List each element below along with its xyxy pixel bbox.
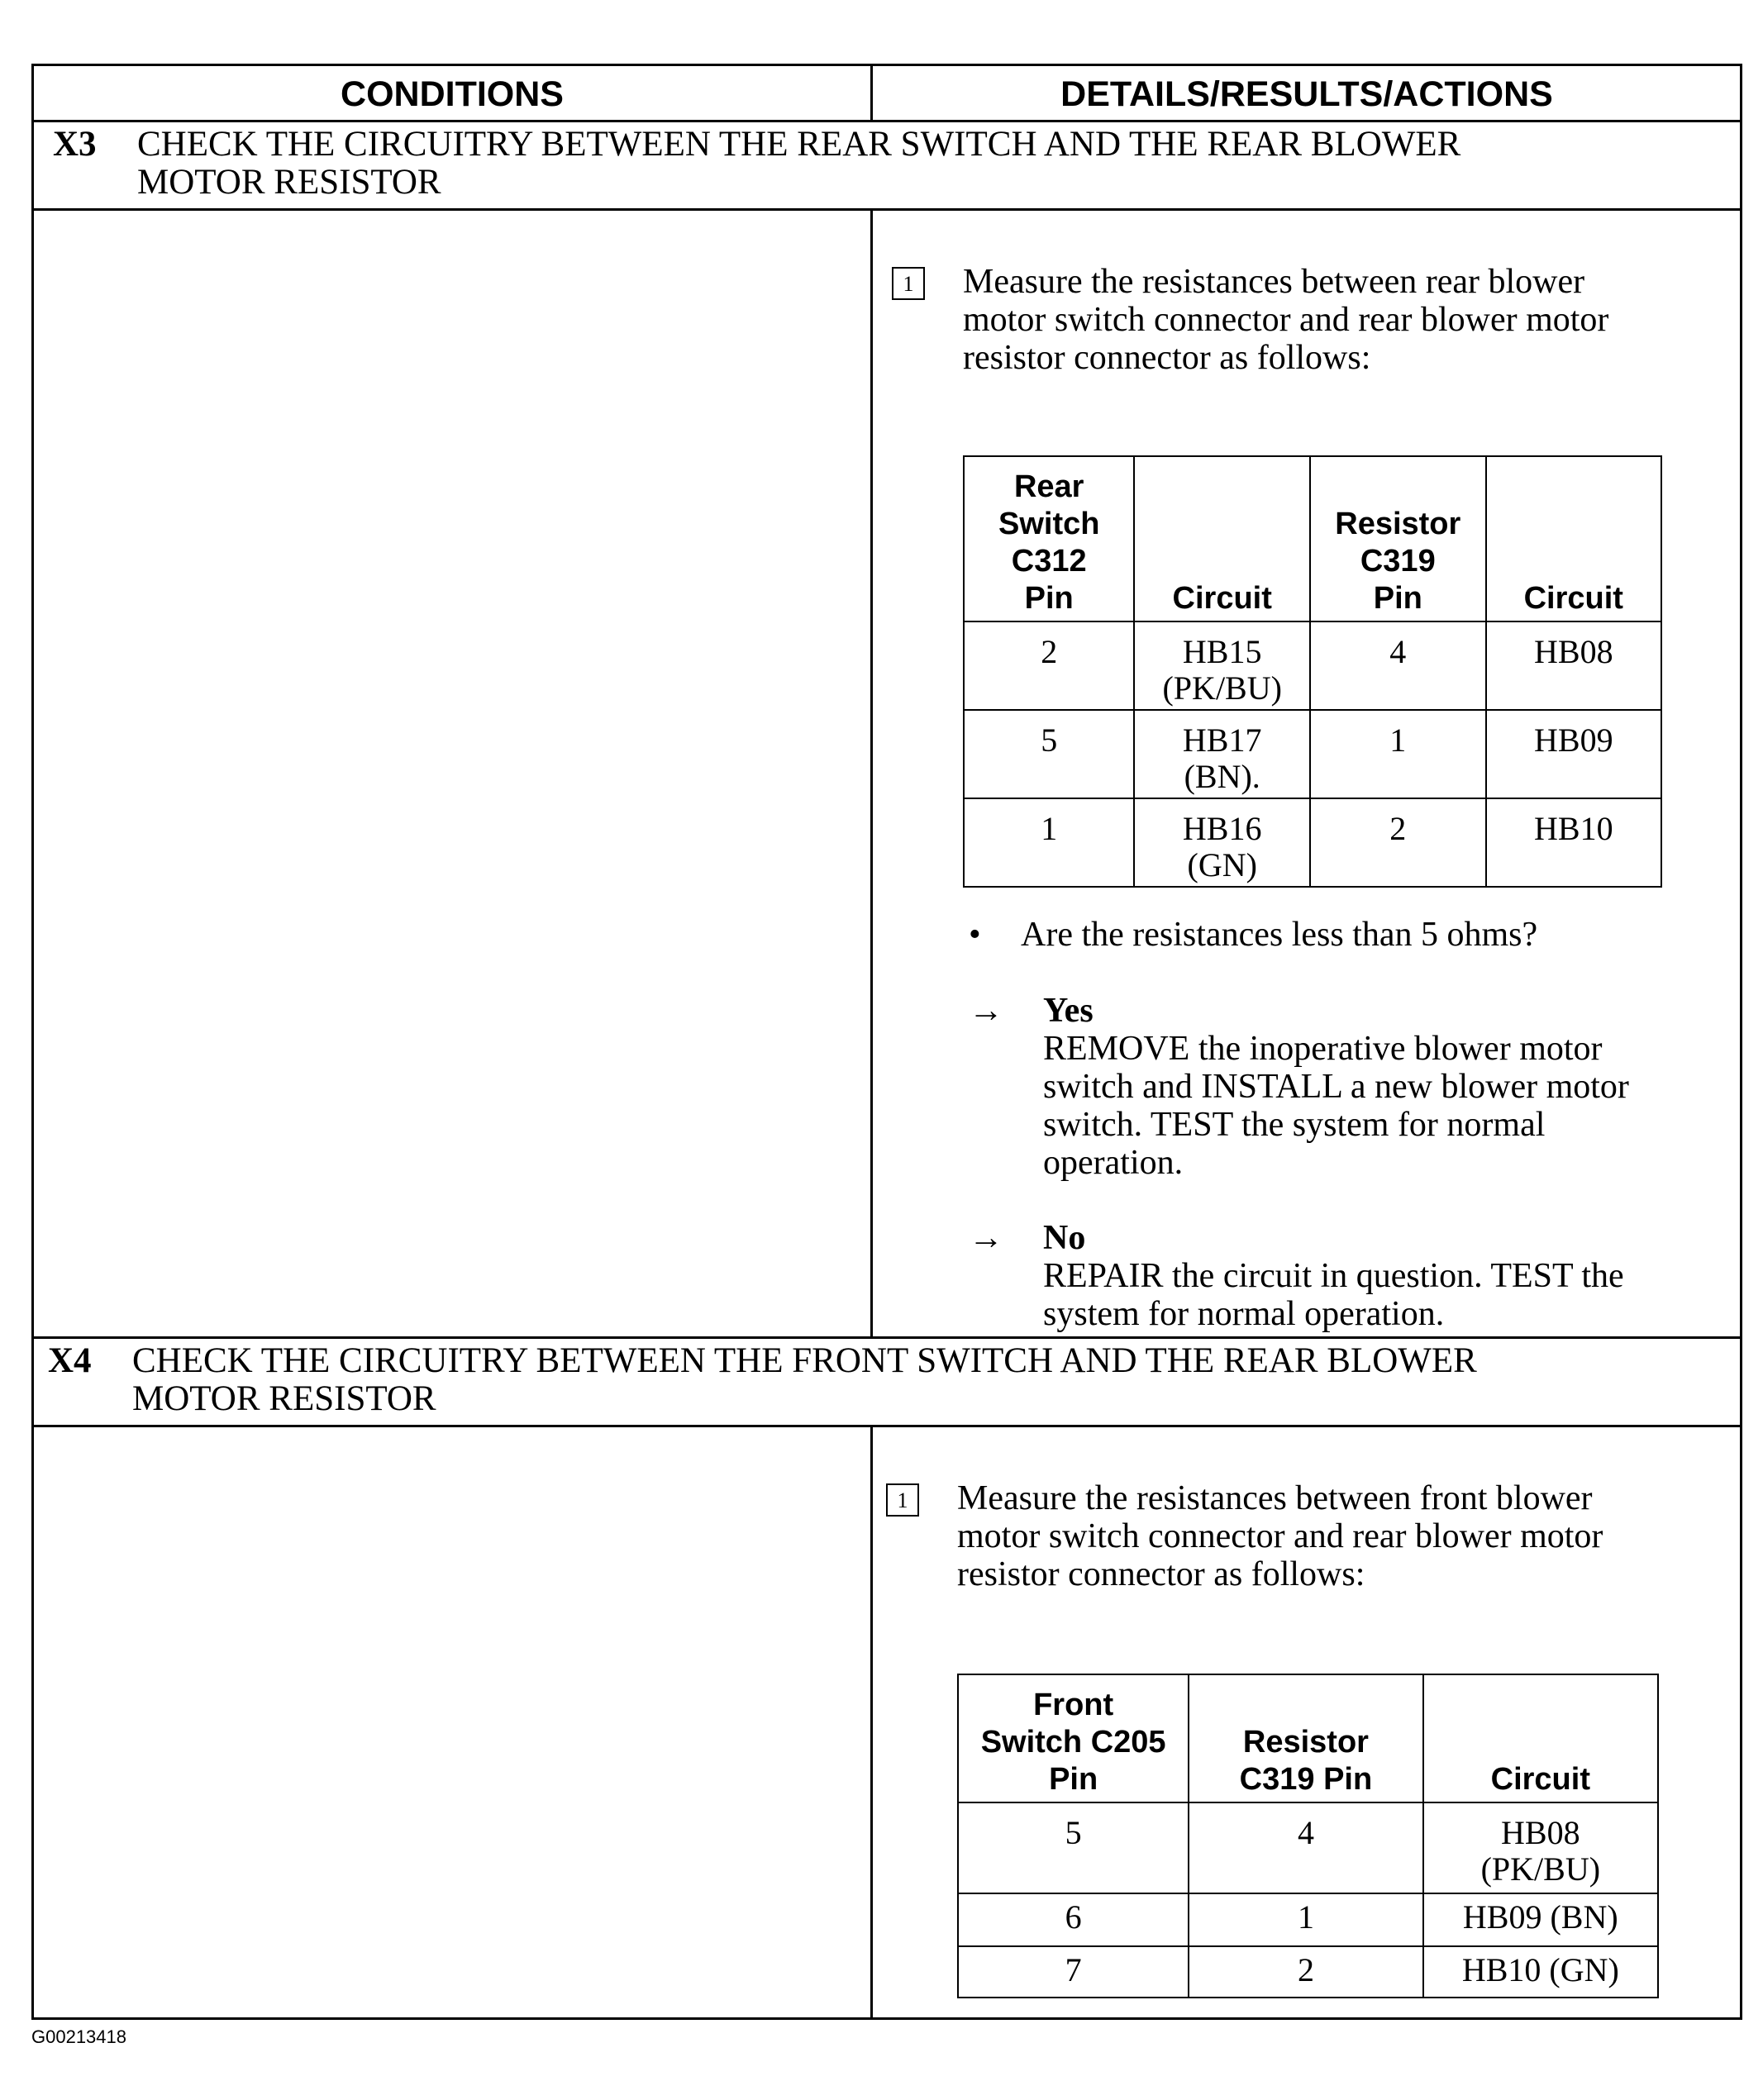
x3-instruction bbox=[963, 263, 1608, 377]
x3-row3-circuit: HB16 (GN) bbox=[1134, 798, 1310, 887]
table-row bbox=[958, 1893, 1658, 1946]
x3-row1-res-pin: 4 bbox=[1310, 621, 1486, 710]
x3-col-resistor-pin: Resistor C319 Pin bbox=[1310, 456, 1486, 621]
x3-row3-pin: 1 bbox=[964, 798, 1134, 887]
x3-bullet-icon: • bbox=[969, 916, 981, 954]
x3-col-circuit-b: Circuit bbox=[1486, 456, 1661, 621]
x4-instruction-line1: Measure the resistances between front blower bbox=[957, 1479, 1593, 1517]
x3-title-row bbox=[31, 126, 1742, 207]
header-divider bbox=[31, 120, 1742, 122]
x4-instruction-line3: resistor connector as follows: bbox=[957, 1555, 1365, 1593]
x3-row1-res-circuit: HB08 bbox=[1486, 621, 1661, 710]
x3-no-text bbox=[1043, 1257, 1624, 1333]
x3-row3-res-circuit: HB10 bbox=[1486, 798, 1661, 887]
x4-col-front-switch-pin: Front Switch C205 Pin bbox=[958, 1674, 1189, 1802]
x3-question: Are the resistances less than 5 ohms? bbox=[1021, 916, 1538, 954]
x3-yes-line4: operation. bbox=[1043, 1144, 1184, 1182]
table-row bbox=[964, 798, 1661, 887]
x3-title-divider bbox=[31, 208, 1742, 211]
x4-row1-res-pin: 4 bbox=[1189, 1802, 1422, 1893]
x3-instruction-line3: resistor connector as follows: bbox=[963, 339, 1371, 377]
x4-col-circuit: Circuit bbox=[1423, 1674, 1658, 1802]
x3-yes-line2: switch and INSTALL a new blower motor bbox=[1043, 1068, 1629, 1106]
x3-instruction-line1: Measure the resistances between rear blower bbox=[963, 263, 1585, 301]
table-row bbox=[958, 1802, 1658, 1893]
x3-yes-arrow-icon: → bbox=[969, 992, 1003, 1030]
x4-resistance-table bbox=[957, 1674, 1659, 1998]
x3-title-line1: CHECK THE CIRCUITRY BETWEEN THE REAR SWITCH AND THE REAR BLOWER bbox=[137, 125, 1461, 164]
x3-title-line2: MOTOR RESISTOR bbox=[137, 163, 441, 202]
x3-no-line1: REPAIR the circuit in question. TEST the bbox=[1043, 1257, 1624, 1295]
x3-col-circuit-a: Circuit bbox=[1134, 456, 1310, 621]
x4-instruction bbox=[957, 1479, 1603, 1593]
x4-row2-res-pin: 1 bbox=[1189, 1893, 1422, 1946]
x4-instruction-line2: motor switch connector and rear blower motor bbox=[957, 1517, 1603, 1555]
x4-step-id: X4 bbox=[48, 1341, 92, 1380]
x4-row3-front-pin: 7 bbox=[958, 1946, 1189, 1998]
x3-row1-circuit: HB15 (PK/BU) bbox=[1134, 621, 1310, 710]
x3-instruction-line2: motor switch connector and rear blower motor bbox=[963, 301, 1609, 339]
x3-resistance-table bbox=[963, 455, 1662, 888]
details-header: DETAILS/RESULTS/ACTIONS bbox=[1060, 74, 1553, 114]
x4-col-resistor-pin: Resistor C319 Pin bbox=[1189, 1674, 1422, 1802]
table-row bbox=[964, 621, 1661, 710]
table-row bbox=[964, 710, 1661, 798]
x4-top-divider bbox=[31, 1336, 1742, 1339]
x3-col-rear-switch-pin: Rear Switch C312 Pin bbox=[964, 456, 1134, 621]
x4-title-line2: MOTOR RESISTOR bbox=[132, 1379, 436, 1418]
x3-column-divider bbox=[870, 208, 873, 1339]
x3-row2-res-circuit: HB09 bbox=[1486, 710, 1661, 798]
x4-row1-circuit: HB08 (PK/BU) bbox=[1423, 1802, 1658, 1893]
x4-row1-front-pin: 5 bbox=[958, 1802, 1189, 1893]
x4-row2-circuit: HB09 (BN) bbox=[1423, 1893, 1658, 1946]
conditions-header: CONDITIONS bbox=[341, 74, 564, 114]
x4-row2-front-pin: 6 bbox=[958, 1893, 1189, 1946]
x3-no-line2: system for normal operation. bbox=[1043, 1295, 1445, 1333]
x3-row2-res-pin: 1 bbox=[1310, 710, 1486, 798]
x3-row2-pin: 5 bbox=[964, 710, 1134, 798]
x4-title-line1: CHECK THE CIRCUITRY BETWEEN THE FRONT SWITCH AND THE REAR BLOWER bbox=[132, 1341, 1477, 1380]
x3-yes-line3: switch. TEST the system for normal bbox=[1043, 1106, 1546, 1144]
x4-row3-res-pin: 2 bbox=[1189, 1946, 1422, 1998]
x3-row3-res-pin: 2 bbox=[1310, 798, 1486, 887]
x4-table-header-row bbox=[958, 1674, 1658, 1802]
x3-yes-line1: REMOVE the inoperative blower motor bbox=[1043, 1030, 1603, 1068]
x3-table-header-row bbox=[964, 456, 1661, 621]
figure-id: G00213418 bbox=[31, 2026, 126, 2047]
x3-step-number-box: 1 bbox=[892, 267, 925, 300]
x3-row2-circuit: HB17 (BN). bbox=[1134, 710, 1310, 798]
x4-title-divider bbox=[31, 1425, 1742, 1427]
table-row bbox=[958, 1946, 1658, 1998]
x4-step-number-box: 1 bbox=[886, 1483, 919, 1517]
x3-yes-label: Yes bbox=[1043, 992, 1094, 1030]
x3-yes-text bbox=[1043, 1030, 1629, 1182]
x4-title-row bbox=[31, 1342, 1742, 1423]
x3-step-id: X3 bbox=[53, 125, 97, 164]
x3-row1-pin: 2 bbox=[964, 621, 1134, 710]
x4-column-divider bbox=[870, 1425, 873, 2020]
x3-no-label: No bbox=[1043, 1219, 1086, 1257]
x3-no-arrow-icon: → bbox=[969, 1219, 1003, 1257]
x4-row3-circuit: HB10 (GN) bbox=[1423, 1946, 1658, 1998]
